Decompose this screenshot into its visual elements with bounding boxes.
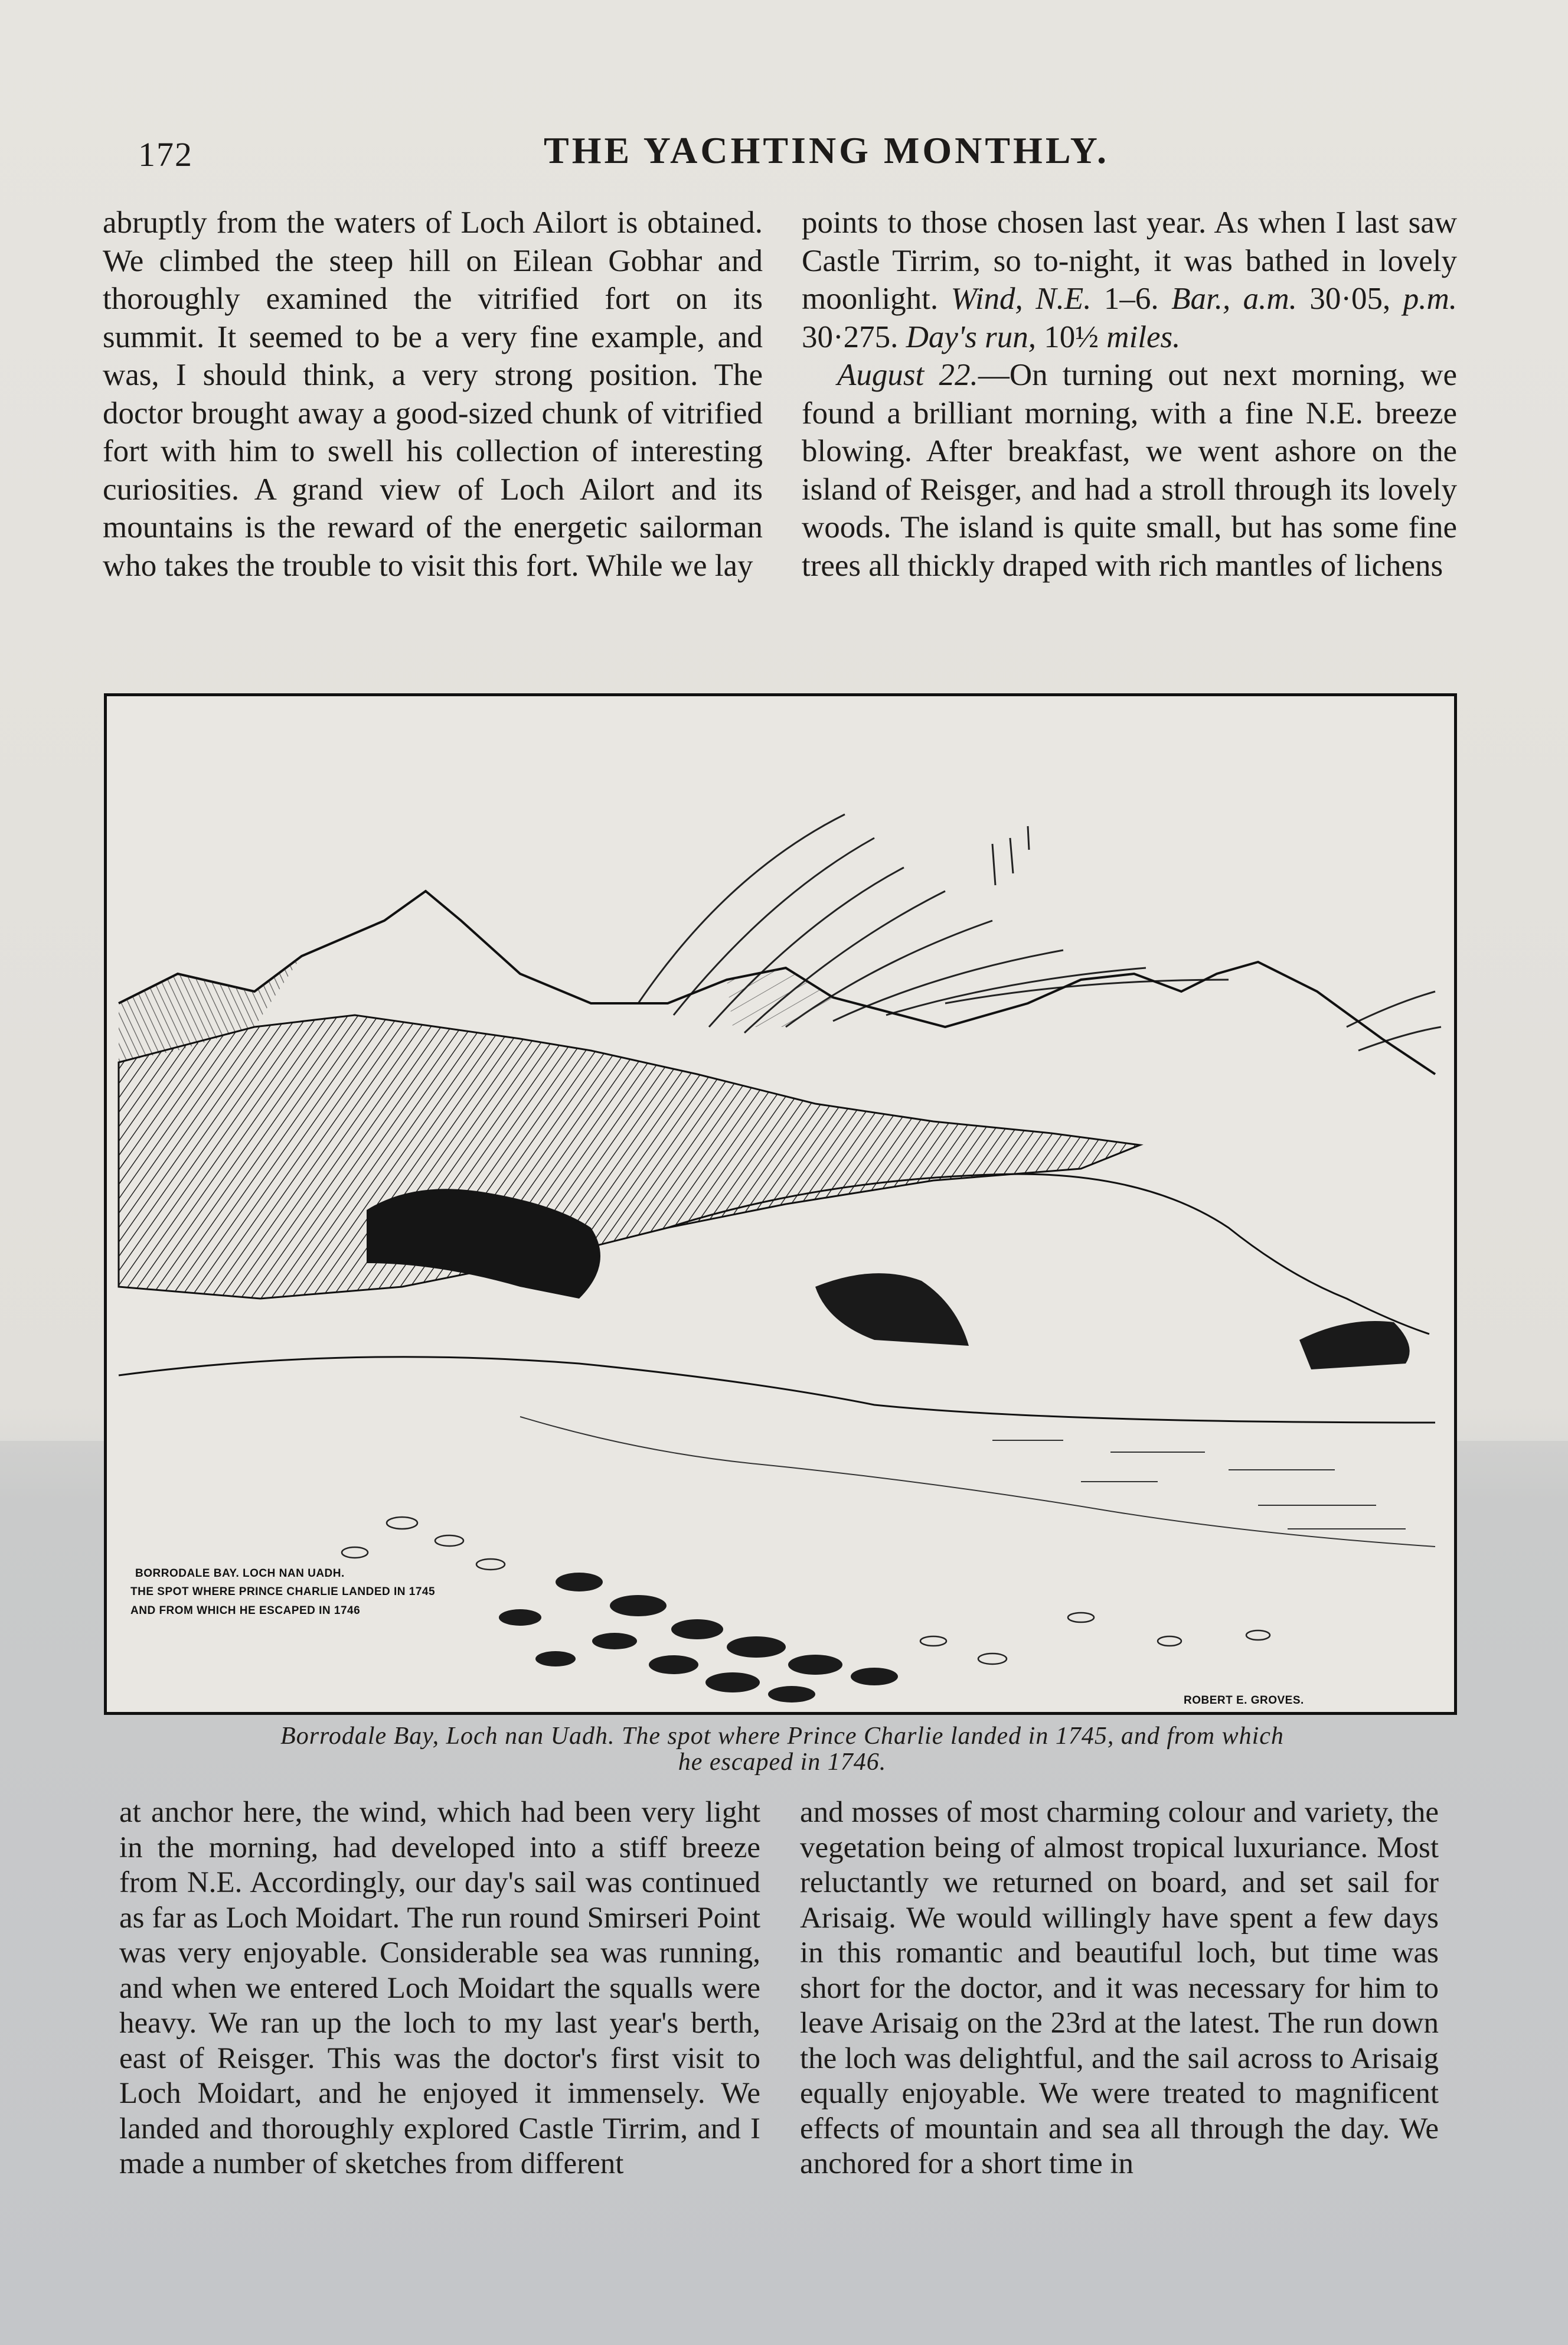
caption-line2: he escaped in 1746. (678, 1749, 887, 1776)
log-bar-pm: 30·275. (802, 319, 899, 354)
beach-stones (499, 1573, 898, 1703)
log-text: points to those chosen last year. As when I last saw Castle Tirrim, so to-night, it was bathed in lovely moonlight. (802, 206, 1457, 316)
text-column-bottom-left (119, 1795, 760, 2182)
paragraph: and mosses of most charming colour and variety, the vegetation being of almost tropical luxuriance. Most reluctantly we returned on board, and set sail for Arisaig. We would willingly have spent a few days in this romantic and beautiful loch, but time was short for the doctor, and it was necessary for him to leave Arisaig on the 23rd at the latest. The run down the loch was delightful, and the sail across to Arisaig equally enjoyable. We were treated to magnificent effects of mountain and sea all through the day. We anchored for a short time in (800, 1796, 1439, 2180)
figure-label-line2: THE SPOT WHERE PRINCE CHARLIE LANDED IN 1745 (130, 1586, 436, 1598)
paragraph: abruptly from the waters of Loch Ailort is obtained. We climbed the steep hill on Eilean Gobhar and thoroughly examined the vitrified fort on its summit. It seemed to be a very fine example, and was, I should think, a very strong position. The doctor brought away a good-sized chunk of vitrified fort with him to swell his collection of interesting curiosities. A grand view of Loch Ailort and its mountains is the reward of the energetic sailorman who takes the trouble to visit this fort. While we lay (103, 206, 763, 583)
crag-centre (815, 1273, 969, 1346)
paragraph-text: —On turning out next morning, we found a brilliant morning, with a fine N.E. breeze blowing. After breakfast, we went ashore on the island of Reisger, and had a stroll through its lovely woods. The island is quite small, but has some fine trees all thickly draped with rich mantles of lichens (802, 358, 1457, 583)
crag-right (1299, 1321, 1410, 1369)
log-bar-am: 30·05, (1309, 282, 1391, 316)
paragraph-log-entry (802, 204, 1457, 356)
log-range: 1–6. (1103, 282, 1159, 316)
log-wind: Wind, N.E. (950, 282, 1092, 316)
text-column-bottom-right (800, 1795, 1439, 2182)
artist-signature: ROBERT E. GROVES. (1184, 1694, 1304, 1707)
log-run-unit: miles. (1106, 319, 1181, 354)
figure-label-line1: BORRODALE BAY. LOCH NAN UADH. (135, 1567, 345, 1580)
text-column-top-left (103, 204, 763, 585)
page-number: 172 (138, 135, 193, 174)
illustration-borrodale-bay (104, 693, 1457, 1715)
figure-label-line3: AND FROM WHICH HE ESCAPED IN 1746 (130, 1604, 361, 1617)
water-ripples (992, 1440, 1406, 1529)
shoreline (119, 1357, 1435, 1423)
headland-outline (668, 1174, 1429, 1334)
caption-line1: Borrodale Bay, Loch nan Uadh. The spot where Prince Charlie landed in 1745, and from which (280, 1723, 1284, 1750)
paragraph-august-22 (802, 356, 1457, 585)
text-column-top-right (802, 204, 1457, 585)
paragraph: at anchor here, the wind, which had been very light in the morning, had developed into a stiff breeze from N.E. Accordingly, our day's sail was continued as far as Loch Moidart. The run round Smirseri Point was very enjoyable. Considerable sea was running, and when we entered Loch Moidart the squalls were heavy. We ran up the loch to my last year's berth, east of Reisger. This was the doctor's first visit to Loch Moidart, and he enjoyed it immensely. We landed and thoroughly explored Castle Tirrim, and I made a number of sketches from different (119, 1796, 760, 2180)
running-head: THE YACHTING MONTHLY. (544, 129, 1109, 171)
landscape-sketch (107, 696, 1454, 1712)
hillside (119, 1015, 1140, 1299)
log-run-value: 10½ (1044, 319, 1099, 354)
date-heading: August 22. (837, 358, 978, 392)
figure-caption (142, 1723, 1423, 1775)
log-pm-label: p.m. (1403, 282, 1457, 316)
log-run-label: Day's run, (906, 319, 1037, 354)
log-bar-label: Bar., a.m. (1171, 282, 1297, 316)
